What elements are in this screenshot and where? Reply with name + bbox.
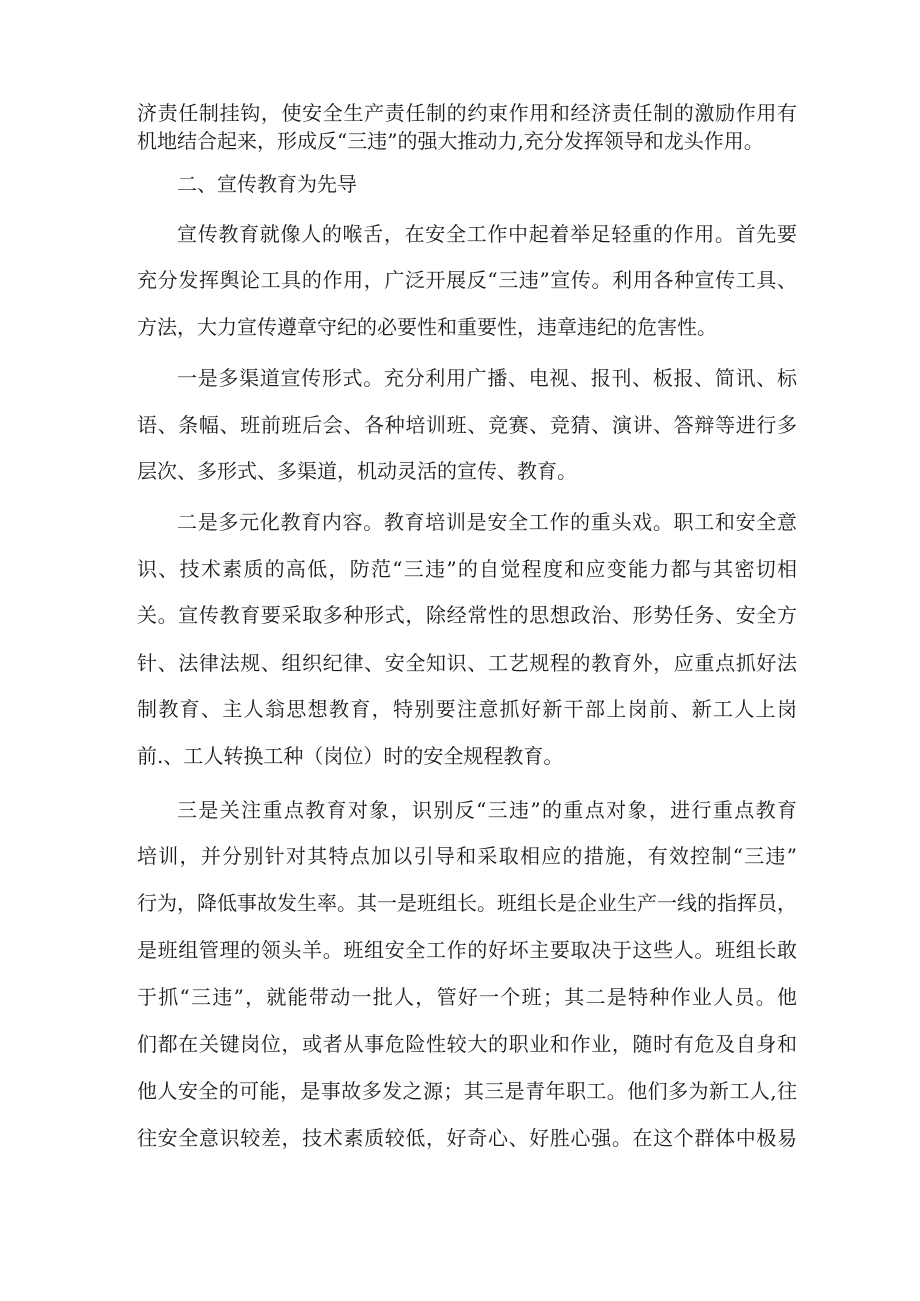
text-line: 们都在关键岗位，或者从事危险性较大的职业和作业，随时有危及自身和 xyxy=(137,1032,797,1056)
text-line: 宣传教育就像人的喉舌，在安全工作中起着举足轻重的作用。首先要 xyxy=(177,222,797,246)
text-line: 关。宣传教育要采取多种形式，除经常性的思想政治、形势任务、安全方 xyxy=(137,603,797,627)
text-line: 前.、工人转换工种（岗位）时的安全规程教育。 xyxy=(137,744,564,768)
text-line: 培训，并分别针对其特点加以引导和采取相应的措施，有效控制“三违” xyxy=(137,844,797,868)
text-line: 往安全意识较差，技术素质较低，好奇心、好胜心强。在这个群体中极易 xyxy=(137,1126,797,1150)
section-heading: 二、宣传教育为先导 xyxy=(177,172,357,196)
text-line: 制教育、主人翁思想教育，特别要注意抓好新干部上岗前、新工人上岗 xyxy=(137,697,797,721)
text-line: 他人安全的可能，是事故多发之源；其三是青年职工。他们多为新工人,往 xyxy=(137,1079,797,1103)
text-line: 二是多元化教育内容。教育培训是安全工作的重头戏。职工和安全意 xyxy=(177,510,797,534)
text-line: 语、条幅、班前班后会、各种培训班、竞赛、竞猜、演讲、答辩等进行多 xyxy=(137,413,797,437)
text-line: 充分发挥舆论工具的作用，广泛开展反“三违”宣传。利用各种宣传工具、 xyxy=(137,268,797,292)
text-line: 层次、多形式、多渠道，机动灵活的宣传、教育。 xyxy=(137,459,577,483)
text-line: 行为，降低事故发生率。其一是班组长。班组长是企业生产一线的指挥员， xyxy=(137,891,797,915)
text-line: 是班组管理的领头羊。班组安全工作的好坏主要取决于这些人。班组长敢 xyxy=(137,938,797,962)
text-line: 方法，大力宣传遵章守纪的必要性和重要性，违章违纪的危害性。 xyxy=(137,315,717,339)
text-line: 三是关注重点教育对象，识别反“三违”的重点对象，进行重点教育 xyxy=(177,798,797,822)
text-line: 于抓“三违”，就能带动一批人，管好一个班；其二是特种作业人员。他 xyxy=(137,985,797,1009)
text-line: 识、技术素质的高低，防范“三违”的自觉程度和应变能力都与其密切相 xyxy=(137,557,797,581)
text-line: 机地结合起来，形成反“三违”的强大推动力,充分发挥领导和龙头作用。 xyxy=(137,129,764,153)
text-line: 针、法律法规、组织纪律、安全知识、工艺规程的教育外，应重点抓好法 xyxy=(137,651,797,675)
text-line: 一是多渠道宣传形式。充分利用广播、电视、报刊、板报、简讯、标 xyxy=(177,366,797,390)
text-line: 济责任制挂钩，使安全生产责任制的约束作用和经济责任制的激励作用有 xyxy=(137,101,797,125)
